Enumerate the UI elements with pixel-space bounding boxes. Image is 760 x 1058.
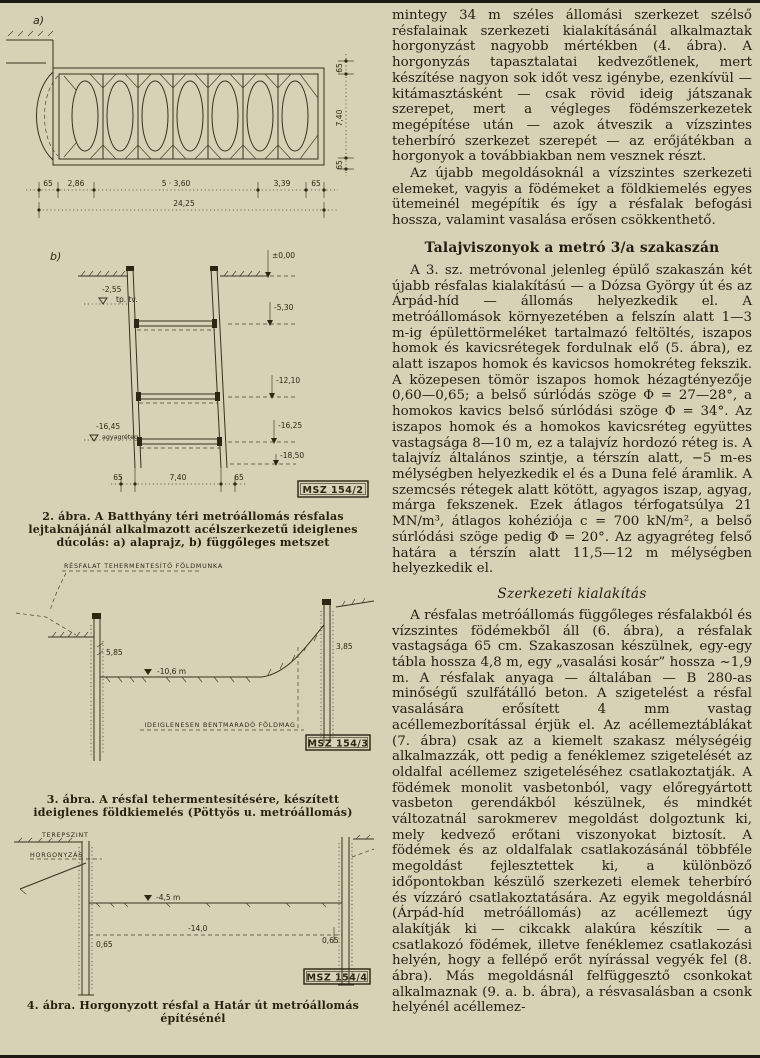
fig2a-dim-339: 3,39 bbox=[273, 179, 291, 188]
article-column bbox=[392, 6, 752, 1025]
section-heading-structural-design: Szerkezeti kialakítás bbox=[497, 585, 647, 602]
fig3-left-wall bbox=[91, 613, 103, 761]
fig4-stamp bbox=[304, 969, 370, 984]
fig2b-clay-value: -16,45 bbox=[96, 422, 121, 431]
article-paragraph-3: A 3. sz. metróvonal jelenleg épülő szakaszán két újabb résfalas kialakítású — a Dózsa György út és az Árpád-híd — állomás helyezkedik el. A metróállomások környezetében a felszín alatt 1—3 m-ig épülettörmeléket tartalmazó feltöltés, iszapos homok és kavicsrétegek fordulnak elő (5. ábra), ez alatt iszapos homok és kavicsos homokréteg fekszik. A közepesen tömör iszapos homok hézagtényezője 0,60—0,65; a belső súrlódás szöge Φ = 27—28°, a homokos kavics belső súrlódási szöge Φ = 34°. Az iszapos homok és a homokos kavicsréteg együttes vastagsága 8—10 m, ez a talajvíz hordozó réteg is. A talajvíz általános szintje, a térszín alatt, −5 m-es mélységben helyezkedik el és a Duna felé áramlik. A szemcsés rétegek alatt kötött, agyagos iszap, agyag, márga fekszenek. Ezek átlagos térfogatsúlya 21 MN/m³, átlagos kohéziója c = 700 kN/m², a belső súrlódási szöge pedig Φ = 20°. Az agyagréteg felső határa a térszín alatt 11,5—12 m mélységben helyezkedik el. bbox=[392, 262, 752, 577]
fig2a-dim-r65b: 65 bbox=[335, 160, 344, 170]
fig4-left-wall bbox=[78, 841, 94, 995]
fig2b-level-3: -16,25 bbox=[278, 421, 303, 430]
figure-2a-plan-drawing bbox=[6, 6, 380, 232]
fig2b-dim-65r: 65 bbox=[234, 473, 244, 482]
fig2a-openings bbox=[72, 81, 308, 151]
article-paragraph-1: mintegy 34 m széles állomási szerkezet szélső résfalainak szerkezeti kialakításánál alkalmaztak horgonyzást nagyobb mértékben (4. ábra). A horgonyzás tapasztalatai kedvezőtlenek, mert készítése nagyon sok időt vesz igénybe, ezenkívül — kitámasztásként — csak rövid ideig játszanak szerepet, mert a végleges födémszerkezetek megépítése után — azok átveszik a vízszintes teherbíró szerkezet szerepét — az erőjátékban a horgonyok a továbbiakban nem vesznek részt. bbox=[392, 8, 752, 165]
fig2b-water-value: -2,55 bbox=[102, 285, 122, 294]
fig4-mid-label: -14,0 bbox=[188, 924, 208, 933]
fig3-right-dim: 3,85 bbox=[336, 642, 353, 651]
fig2a-dim-r65t: 65 bbox=[335, 63, 344, 73]
fig2a-dim-total: 24,25 bbox=[173, 199, 195, 208]
fig4-right-dim: 0,65 bbox=[322, 936, 339, 945]
scan-edge-top bbox=[0, 0, 760, 3]
fig2b-level-1: -5,30 bbox=[274, 303, 294, 312]
fig2b-label: b) bbox=[50, 250, 62, 263]
fig2a-dim-286: 2,86 bbox=[67, 179, 85, 188]
fig2b-water-text: tp. tv. bbox=[116, 295, 138, 304]
figure-4-caption: 4. ábra. Horgonyzott résfal a Határ út metróállomás építésénél bbox=[26, 999, 360, 1025]
fig4-exc-label: -4,5 m bbox=[156, 893, 181, 902]
fig2b-level-4: -18,50 bbox=[280, 451, 305, 460]
fig2a-dim-row1 bbox=[26, 179, 338, 198]
fig4-excavation-level bbox=[89, 893, 342, 907]
fig3-terrain-left bbox=[16, 613, 76, 635]
fig2b-level-markers bbox=[228, 250, 304, 466]
fig2a-braces bbox=[64, 74, 318, 159]
figures-column bbox=[6, 6, 380, 1025]
fig2a-label: a) bbox=[33, 14, 45, 27]
fig2b-stamp-text: MSZ 154/2 bbox=[302, 485, 364, 496]
fig4-mid-level bbox=[89, 924, 342, 943]
section-heading-soil-conditions: Talajviszonyok a metró 3/a szakaszán bbox=[424, 239, 720, 256]
fig3-stamp bbox=[306, 735, 370, 750]
fig2a-dim-row2 bbox=[37, 199, 338, 218]
figure-3-drawing bbox=[6, 555, 380, 793]
fig2b-clay-text: agyagréteg bbox=[102, 434, 139, 441]
fig3-water-label: -10,6 m bbox=[157, 667, 187, 676]
fig2b-struts bbox=[134, 319, 222, 448]
fig2a-dim-65-right: 65 bbox=[311, 179, 321, 188]
fig2a-posts bbox=[103, 74, 278, 159]
fig4-anchor-label: HORGONYZÁS bbox=[30, 852, 84, 859]
fig3-stamp-text: MSZ 154/3 bbox=[307, 738, 369, 750]
article-paragraph-2: Az újabb megoldásoknál a vízszintes szerkezeti elemeket, vagyis a födémeket a földkiemelés egyes ütemeinél megépítik és így a résfalak befogási hossza, valamint vasalása erősen csökkenthető. bbox=[392, 166, 752, 229]
figure-2-caption: 2. ábra. A Batthyány téri metróállomás résfalas lejtaknájánál alkalmazott acélszerkezetű ideiglenes dúcolás: a) alaprajz, b) függőleges metszet bbox=[28, 510, 358, 549]
fig3-water-level bbox=[144, 667, 186, 676]
fig3-core-label: IDEIGLENESEN BENTMARADÓ FÖLDMAG bbox=[144, 722, 296, 729]
figure-4-drawing bbox=[6, 827, 380, 999]
fig4-right-wall bbox=[338, 837, 374, 985]
fig2b-stamp bbox=[298, 481, 368, 497]
fig3-terrain-right bbox=[336, 601, 374, 607]
fig2a-hatch bbox=[8, 31, 53, 36]
fig2a-dim-right bbox=[335, 54, 354, 176]
figure-3-caption: 3. ábra. A résfal tehermentesítésére, készített ideiglenes földkiemelés (Pöttyös u. metróállomás) bbox=[33, 793, 353, 819]
fig2b-level-0: ±0,00 bbox=[272, 251, 295, 260]
fig2a-dim-65-left: 65 bbox=[43, 179, 53, 188]
fig3-leader-line bbox=[50, 573, 66, 611]
fig2b-dim-bottom bbox=[111, 468, 246, 492]
fig2a-dim-r740: 7,40 bbox=[335, 109, 344, 127]
fig2b-claylayer-marker bbox=[84, 422, 138, 441]
fig2a-corridor bbox=[6, 40, 53, 63]
fig4-terrain-label: TEREPSZINT bbox=[42, 832, 89, 839]
fig2b-dim-65l: 65 bbox=[113, 473, 123, 482]
fig4-anchor-tendon bbox=[20, 863, 86, 889]
fig2b-dim-740: 7,40 bbox=[169, 473, 187, 482]
fig4-left-dim: 0,65 bbox=[96, 940, 113, 949]
fig4-stamp-text: MSZ 154/4 bbox=[306, 972, 368, 984]
figure-2b-section-drawing bbox=[6, 232, 380, 508]
fig2b-watertable-marker bbox=[84, 285, 138, 304]
fig3-top-label: RÉSFALAT TEHERMENTESÍTŐ FÖLDMUNKA bbox=[64, 563, 223, 570]
fig2a-dim-main: 5 · 3,60 bbox=[161, 179, 191, 188]
article-paragraph-4: A résfalas metróállomás függőleges résfalakból és vízszintes födémekből áll (6. ábra), a résfalak vastagsága 65 cm. Szakaszosan készülnek, egy-egy tábla hossza 4,8 m, egy „vasalási kosár” hossza ~1,9 m. A résfalak anyaga — általában — B 280-as minőségű szulfátálló beton. A szigetelést a résfal vasalására erősített 4 mm vastag acéllemezborítással érjük el. Az acéllemeztáblákat (7. ábra) csak az a kiemelt szakasz mélységéig alkalmazzák, ott pedig a fenéklemez szigetelését az oldalfal acéllemez szigeteléséhez csatlakoztatják. A födémek monolit vasbetonból, vagy előregyártott vasbeton gerendákból készülnek, és mindkét változatnál sarokmerev megoldást dolgoztunk ki, mely kedvező erőtani viszonyokat biztosít. A födémek és az oldalfalak csatlakozásánál többféle megoldást fejlesztettek ki, a különböző időpontokban készülő szerkezeti elemek teherbíró és vízzáró csatlakoztatására. Az egyik megoldásnál (Árpád-híd metróállomás) az acéllemezt úgy alakítják ki — cikcakk alakúra készítik — a csatlakozó födémek, illetve fenéklemez csatlakozási helyén, hogy a fellépő erőt nyírással vegyék fel (8. ábra). Más megoldásnál felfüggesztő csonkokat alkalmaznak (9. a. b. ábra), a résvasalásban a csonk helyénél acéllemez- bbox=[392, 607, 752, 1016]
fig3-left-dim: 5,85 bbox=[106, 648, 123, 657]
fig3-right-wall bbox=[321, 599, 333, 743]
fig3-berm-slope bbox=[262, 625, 324, 677]
fig2b-level-2: -12,10 bbox=[276, 376, 301, 385]
